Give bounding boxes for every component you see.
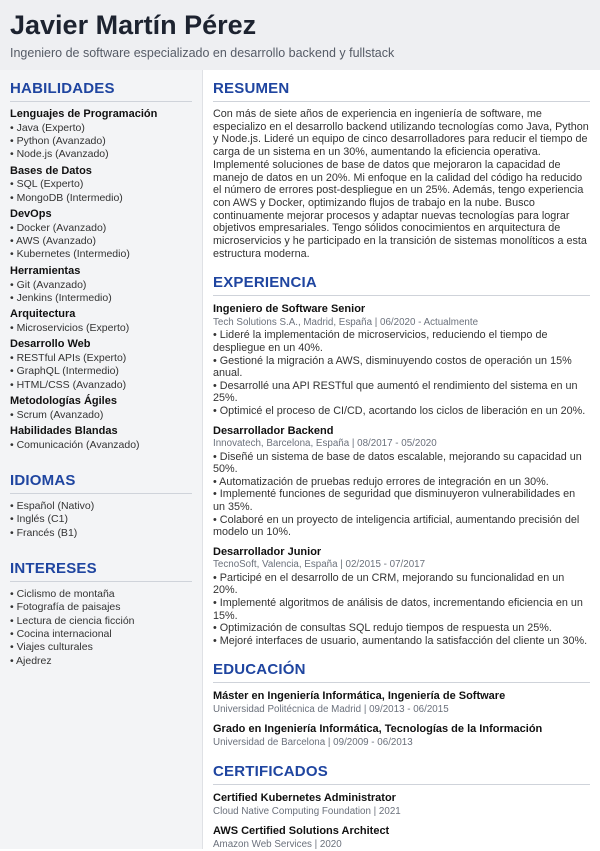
certificate-entry: [213, 792, 590, 818]
skill-item: • Node.js (Avanzado): [10, 148, 109, 161]
experience-section: [213, 274, 590, 647]
skill-item: • Comunicación (Avanzado): [10, 438, 140, 451]
job-bullet: • Gestioné la migración a AWS, disminuyendo costos de operación un 15% anual.: [213, 354, 572, 380]
skill-group-title: Desarrollo Web: [10, 338, 91, 351]
jobs-list: [213, 303, 590, 647]
certificates-list: [213, 792, 590, 851]
experience-heading: EXPERIENCIA: [213, 274, 590, 296]
main-content: [203, 70, 600, 849]
skills-list: [10, 108, 192, 452]
job-entry: [213, 425, 590, 539]
skill-group: [10, 165, 192, 205]
skill-group-title: Arquitectura: [10, 308, 76, 321]
skill-group-title: Bases de Datos: [10, 164, 92, 177]
job-meta: Tech Solutions S.A., Madrid, España | 06/2020 - Actualmente: [213, 316, 479, 328]
skill-item: • MongoDB (Intermedio): [10, 191, 123, 204]
skills-heading: HABILIDADES: [10, 80, 192, 102]
certificates-heading: CERTIFICADOS: [213, 763, 590, 785]
job-bullet: • Diseñé un sistema de base de datos escalable, mejorando su capacidad un 50%.: [213, 450, 582, 476]
candidate-headline: Ingeniero de software especializado en desarrollo backend y fullstack: [10, 46, 395, 60]
skill-group: [10, 338, 192, 392]
skill-item: • Git (Avanzado): [10, 278, 87, 291]
language-item: • Inglés (C1): [10, 513, 68, 526]
job-title: Ingeniero de Software Senior: [213, 303, 366, 316]
interest-item: • Viajes culturales: [10, 641, 93, 654]
languages-heading: IDIOMAS: [10, 472, 192, 494]
language-item: • Español (Nativo): [10, 500, 95, 513]
skill-item: • Java (Experto): [10, 121, 85, 134]
skill-group: [10, 208, 192, 262]
skill-group: [10, 395, 192, 422]
job-entry: [213, 303, 590, 417]
degree-meta: Universidad de Barcelona | 09/2009 - 06/2013: [213, 736, 413, 748]
job-bullet: • Automatización de pruebas redujo errores de integración en un 30%.: [213, 475, 549, 488]
interest-item: • Fotografía de paisajes: [10, 601, 121, 614]
education-section: [213, 661, 590, 749]
job-bullet: • Optimización de consultas SQL redujo tiempos de respuesta un 25%.: [213, 622, 552, 635]
job-bullet: • Colaboré en un proyecto de inteligencia artificial, aumentando precisión del modelo un 10%.: [213, 513, 580, 539]
summary-text: Con más de siete años de experiencia en ingeniería de software, me especializo en el desarrollo backend utilizando tecnologías como Java, Python y Node.js. Lideré un equipo de cinco desarrolladores para reducir el tiempo de carga de un sistema en un 30%, aumentando la eficiencia operativa. Implementé soluciones de base de datos que mejoraron la capacidad de manejo de datos en un 20%. Mi enfoque en la calidad del código ha reducido el número de errores post-despliegue en un 25%. Además, tengo experiencia con AWS y Docker, optimizando flujos de trabajo en la nube. Busco continuamente mejorar procesos y adaptar nuevas tecnologías para lograr objetivos empresariales. Tengo sólidos conocimientos en arquitectura de microservicios y he participado en la transición de sistemas monolíticos a esta estructura moderna.: [213, 108, 589, 260]
degree-title: Máster en Ingeniería Informática, Ingeniería de Software: [213, 690, 506, 703]
skill-item: • Scrum (Avanzado): [10, 408, 104, 421]
skill-group: [10, 265, 192, 305]
skill-item: • GraphQL (Intermedio): [10, 365, 119, 378]
degree-meta: Universidad Politécnica de Madrid | 09/2013 - 06/2015: [213, 703, 449, 715]
job-title: Desarrollador Junior: [213, 545, 322, 558]
education-entry: [213, 723, 590, 749]
skill-item: • Microservicios (Experto): [10, 321, 130, 334]
certificate-meta: Amazon Web Services | 2020: [213, 838, 342, 850]
interests-list: [10, 588, 192, 668]
skill-item: • AWS (Avanzado): [10, 235, 96, 248]
certificate-entry: [213, 825, 590, 851]
job-meta: Innovatech, Barcelona, España | 08/2017 - 05/2020: [213, 438, 437, 450]
language-item: • Francés (B1): [10, 526, 78, 539]
skill-group-title: Metodologías Ágiles: [10, 394, 117, 407]
skill-group: [10, 308, 192, 335]
degree-title: Grado en Ingeniería Informática, Tecnologías de la Información: [213, 723, 543, 736]
education-heading: EDUCACIÓN: [213, 661, 590, 683]
skill-group: [10, 108, 192, 162]
certificate-title: AWS Certified Solutions Architect: [213, 825, 390, 838]
interest-item: • Ciclismo de montaña: [10, 588, 115, 601]
job-entry: [213, 546, 590, 648]
languages-section: [10, 472, 192, 540]
interest-item: • Lectura de ciencia ficción: [10, 614, 135, 627]
skill-item: • Docker (Avanzado): [10, 221, 107, 234]
interests-section: [10, 560, 192, 668]
skill-item: • RESTful APIs (Experto): [10, 352, 127, 365]
education-list: [213, 690, 590, 749]
skill-item: • Python (Avanzado): [10, 135, 106, 148]
certificate-title: Certified Kubernetes Administrator: [213, 792, 396, 805]
summary-heading: RESUMEN: [213, 80, 590, 102]
skill-group-title: Lenguajes de Programación: [10, 108, 158, 120]
job-bullet: • Implementé algoritmos de análisis de datos, incrementando eficiencia en un 15%.: [213, 596, 583, 622]
interest-item: • Ajedrez: [10, 654, 52, 667]
skill-item: • Jenkins (Intermedio): [10, 291, 112, 304]
summary-section: [213, 80, 590, 260]
skill-group-title: Habilidades Blandas: [10, 425, 118, 438]
skill-item: • HTML/CSS (Avanzado): [10, 378, 127, 391]
skill-item: • Kubernetes (Intermedio): [10, 248, 130, 261]
job-bullet: • Optimicé el proceso de CI/CD, acortando los ciclos de liberación en un 20%.: [213, 405, 586, 417]
skill-group-title: Herramientas: [10, 264, 81, 277]
certificates-section: [213, 763, 590, 851]
job-bullet: • Lideré la implementación de microservicios, reduciendo el tiempo de despliegue en un 40%.: [213, 329, 548, 355]
job-bullet: • Desarrollé una API RESTful que aumentó el rendimiento del sistema en un 25%.: [213, 379, 578, 405]
job-bullet: • Participé en el desarrollo de un CRM, mejorando su funcionalidad en un 20%.: [213, 571, 565, 597]
interests-heading: INTERESES: [10, 560, 192, 582]
certificate-meta: Cloud Native Computing Foundation | 2021: [213, 805, 401, 817]
education-entry: [213, 690, 590, 716]
sidebar: [0, 70, 203, 849]
job-bullet: • Implementé funciones de seguridad que disminuyeron vulnerabilidades en un 35%.: [213, 488, 576, 513]
candidate-name: Javier Martín Pérez: [10, 10, 257, 40]
interest-item: • Cocina internacional: [10, 627, 112, 640]
resume-body: [0, 70, 600, 849]
skill-item: • SQL (Experto): [10, 178, 84, 191]
resume-header: [0, 0, 600, 70]
skill-group: [10, 425, 192, 452]
job-bullet: • Mejoré interfaces de usuario, aumentando la satisfacción del cliente un 30%.: [213, 634, 588, 647]
skill-group-title: DevOps: [10, 208, 52, 221]
languages-list: [10, 500, 192, 540]
job-meta: TecnoSoft, Valencia, España | 02/2015 - 07/2017: [213, 559, 426, 571]
job-title: Desarrollador Backend: [213, 424, 334, 437]
skills-section: [10, 80, 192, 452]
